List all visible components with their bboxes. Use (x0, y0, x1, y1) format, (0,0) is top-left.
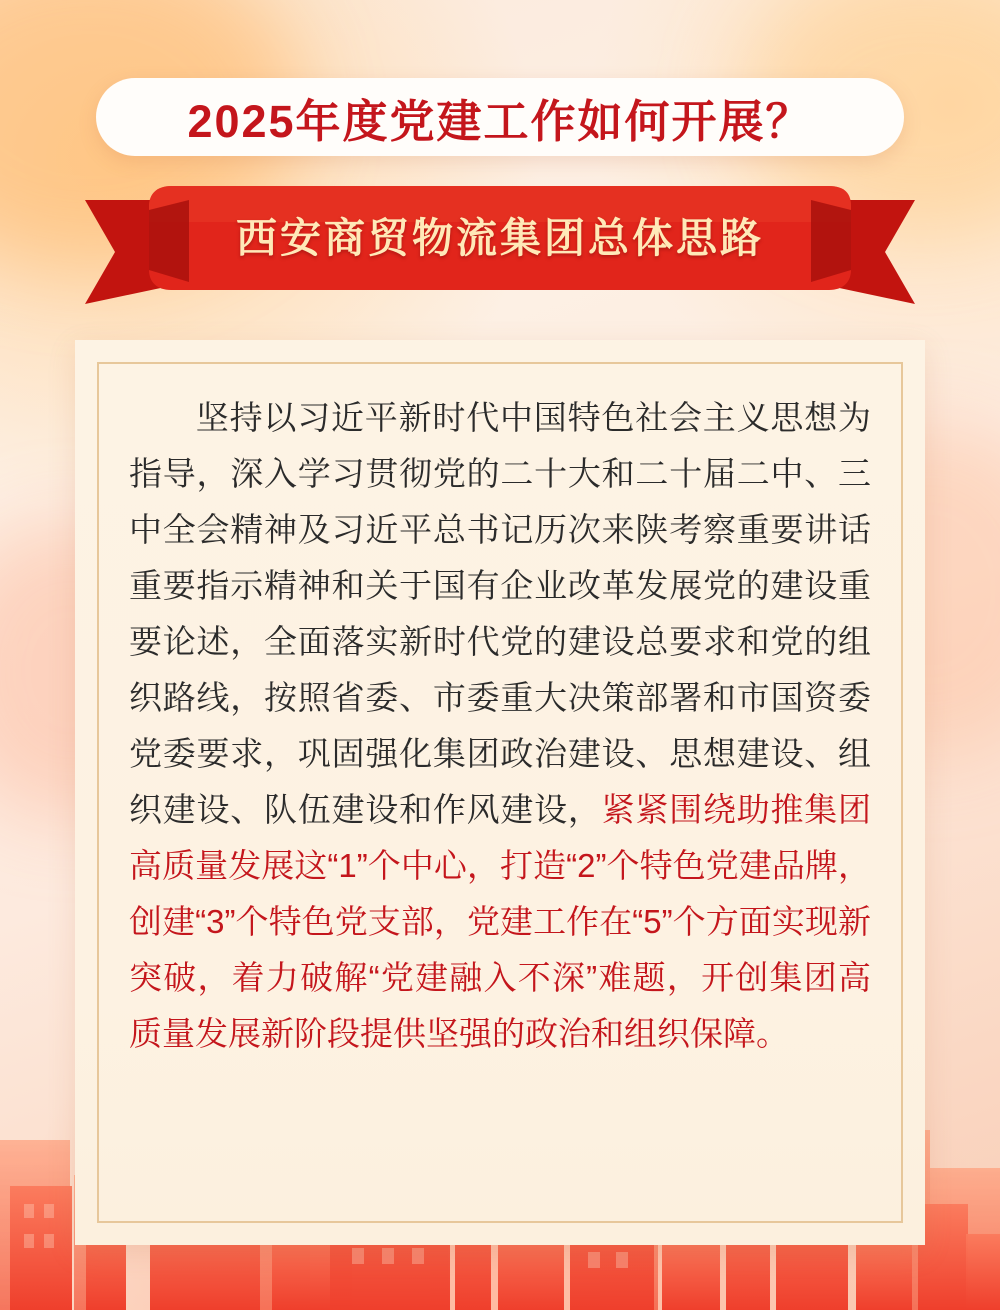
ribbon-title: 西安商贸物流集团总体思路 (236, 214, 764, 261)
ribbon-banner (85, 178, 915, 318)
content-card (75, 340, 925, 1245)
body-text-normal: 坚持以习近平新时代中国特色社会主义思想为指导，深入学习贯彻党的二十大和二十届二中、三中全会精神及习近平总书记历次来陕考察重要讲话重要指示精神和关于国有企业改革发展党的建设重要论述，全面落实新时代党的建设总要求和党的组织路线，按照省委、市委重大决策部署和市国资委党委要求，巩固强化集团政治建设、思想建设、组织建设、队伍建设和作风建设， (129, 399, 871, 828)
content-body (129, 390, 871, 1062)
page-title: 2025年度党建工作如何开展？ (187, 95, 813, 147)
body-text-highlight: 紧紧围绕助推集团高质量发展这“1”个中心，打造“2”个特色党建品牌，创建“3”个特色党支部，党建工作在“5”个方面实现新突破，着力破解“党建融入不深”难题，开创集团高质量发展新阶段提供坚强的政治和组织保障。 (129, 791, 872, 1052)
poster-title-pill (96, 78, 904, 156)
content-card-border (97, 362, 903, 1223)
